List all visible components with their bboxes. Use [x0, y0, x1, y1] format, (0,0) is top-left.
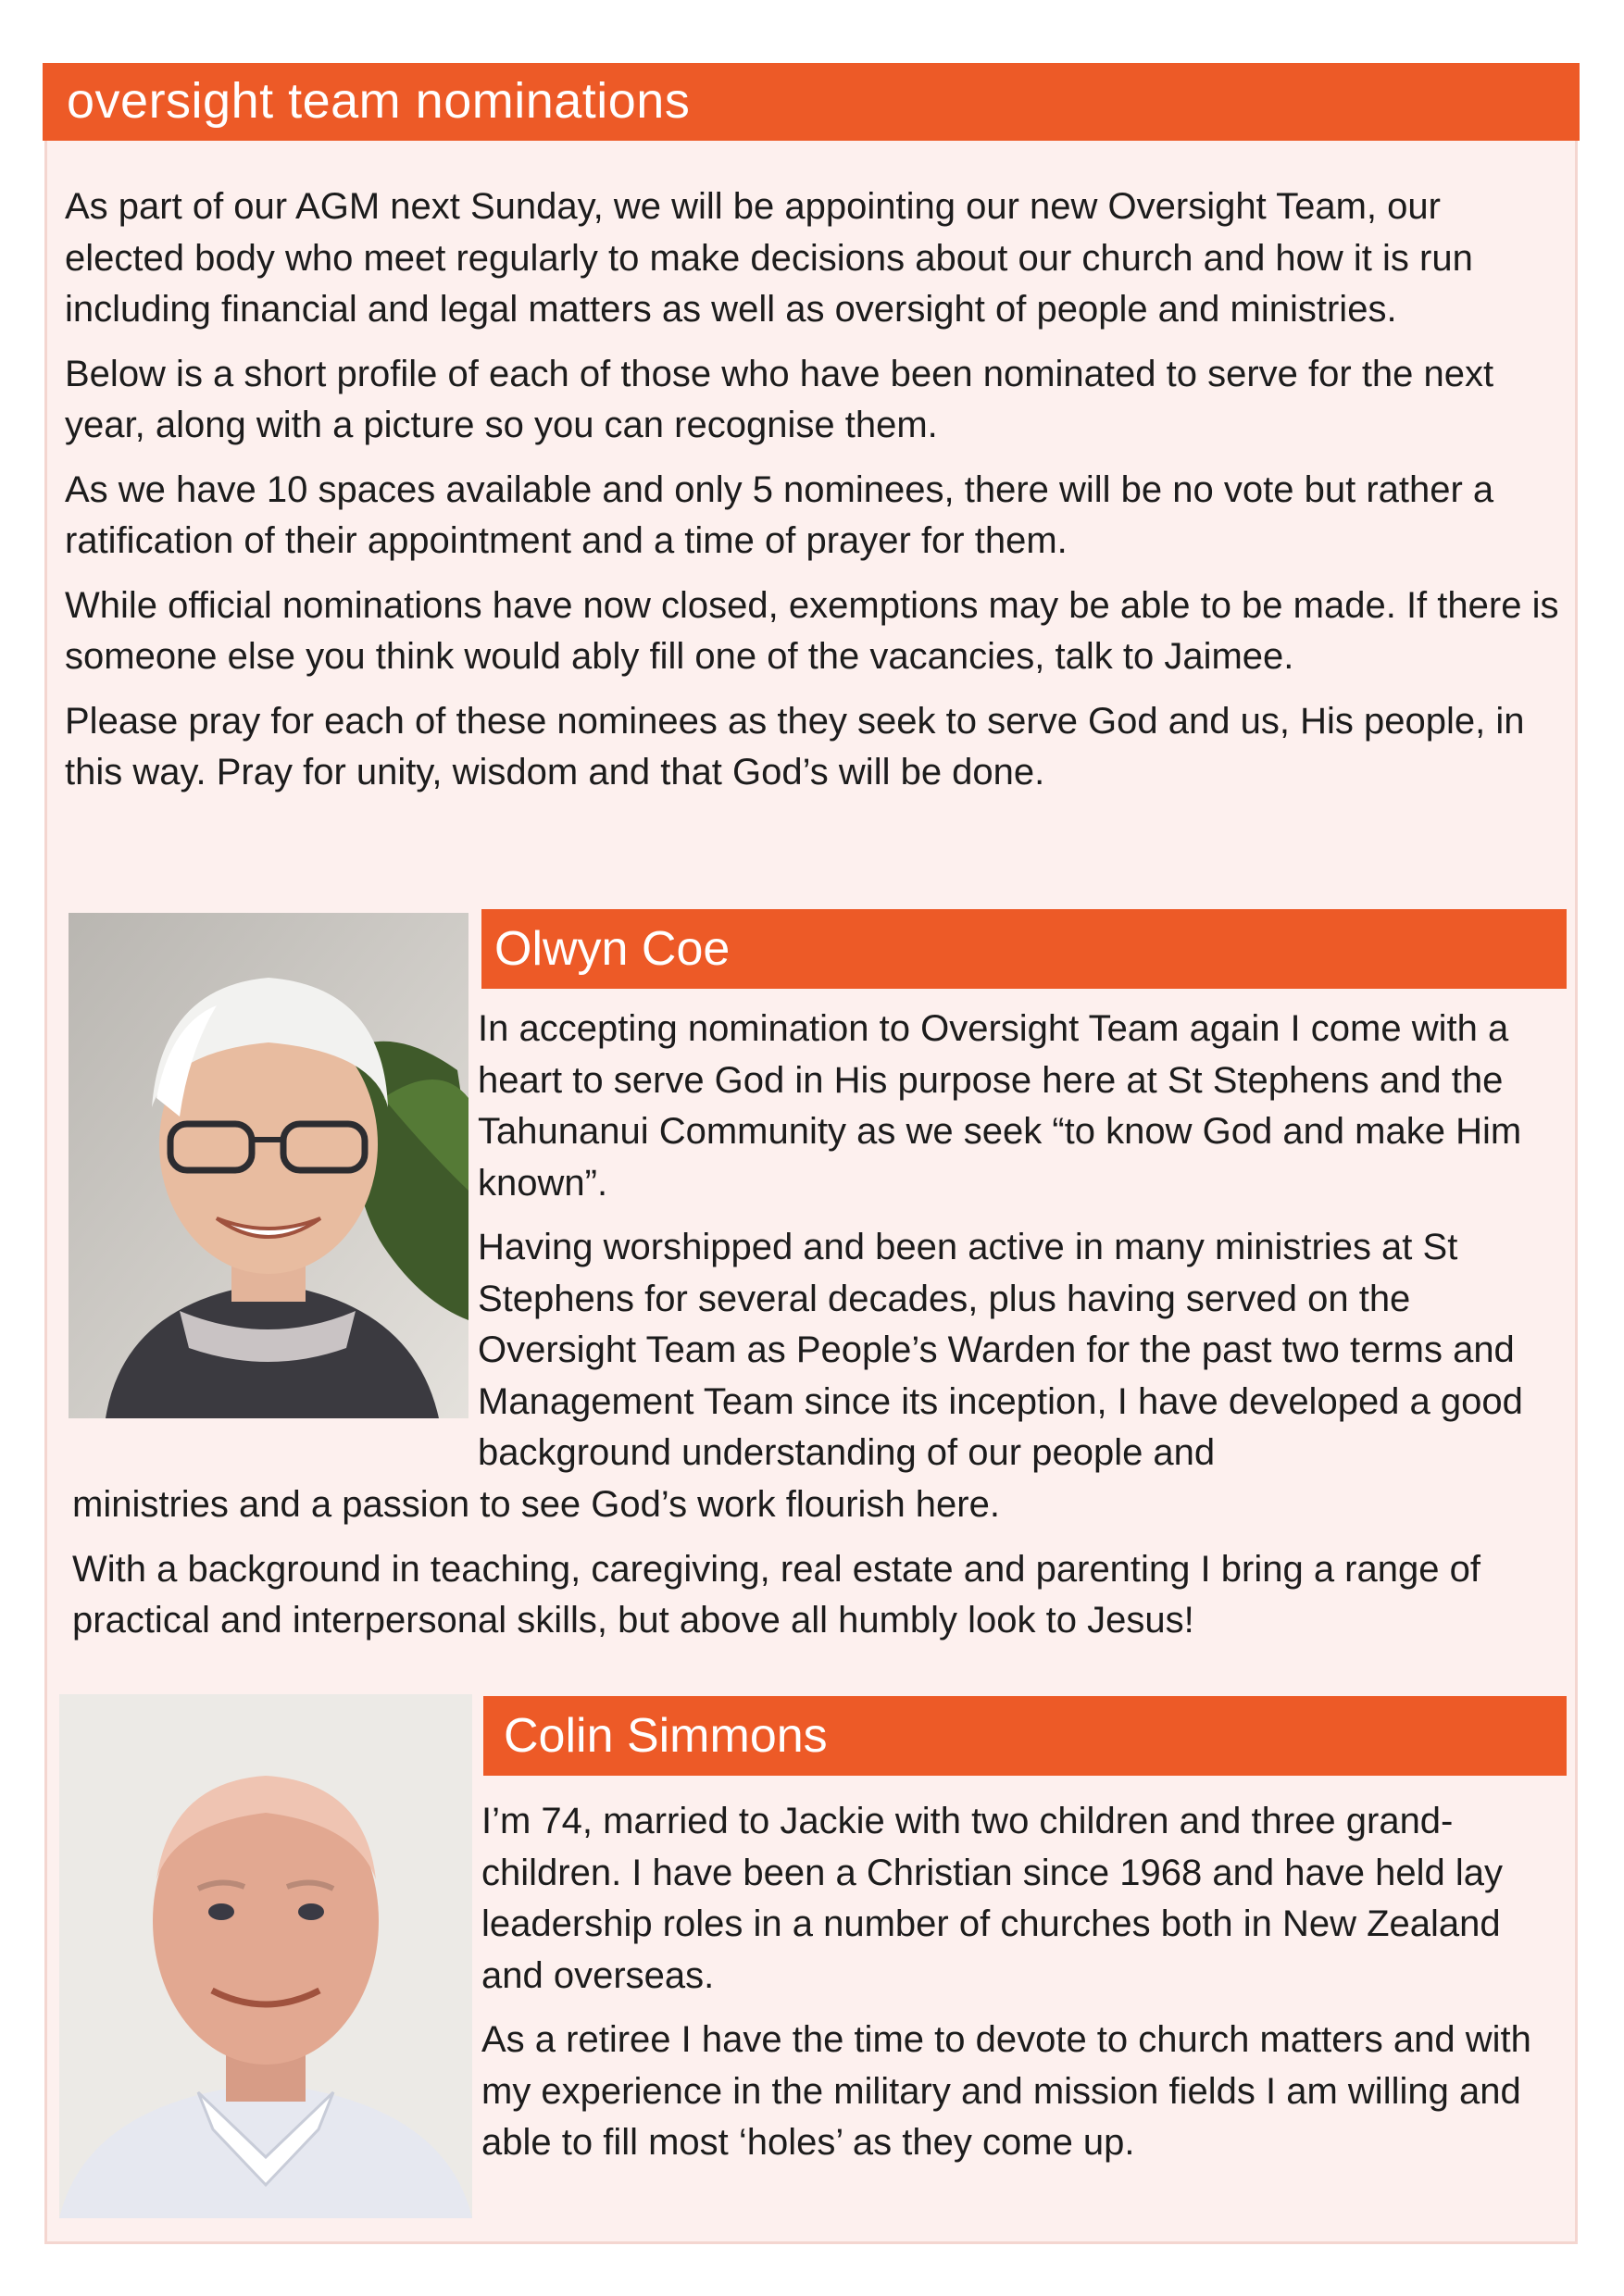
colin-simmons-photo [59, 1694, 472, 2218]
nominee-name-bar [481, 909, 1567, 989]
nominee-bio-continued [72, 1479, 1572, 1660]
section-title: oversight team nominations [67, 73, 691, 129]
nominee-bio [481, 1796, 1546, 2182]
intro-paragraph: As part of our AGM next Sunday, we will be appointing our new Oversight Team, our elected body who meet regularly to make decisions about our church and how it is run including financial and legal matters as well as oversight of people and ministries. [65, 186, 1473, 330]
bio-paragraph: ministries and a passion to see God’s work flourish here. [72, 1484, 1000, 1525]
intro-paragraph: While official nominations have now closed, exemptions may be able to be made. If there is someone else you think would ably fill one of the vacancies, talk to Jaimee. [65, 584, 1559, 677]
bio-paragraph: I’m 74, married to Jackie with two children and three grand-children. I have been a Christian since 1968 and have held lay leadership roles in a number of churches both in New Zealand and overseas. [481, 1801, 1503, 1996]
nominee-bio [478, 1004, 1570, 1479]
olwyn-coe-photo [69, 913, 468, 1418]
intro-paragraph: As we have 10 spaces available and only 5 nominees, there will be no vote but rather a ratification of their appointment and a time of prayer for them. [65, 468, 1494, 561]
nominee-name-bar [483, 1696, 1567, 1776]
bio-paragraph: As a retiree I have the time to devote to church matters and with my experience in the military and mission fields I am willing and able to fill most ‘holes’ as they come up. [481, 2019, 1531, 2163]
intro-paragraph: Below is a short profile of each of those who have been nominated to serve for the next year, along with a picture so you can recognise them. [65, 353, 1494, 445]
nominee-name: Colin Simmons [504, 1709, 828, 1763]
intro-paragraph: Please pray for each of these nominees as they seek to serve God and us, His people, in this way. Pray for unity, wisdom and that God’s will be done. [65, 700, 1525, 792]
bio-paragraph: With a background in teaching, caregiving, real estate and parenting I bring a range of practical and interpersonal skills, but above all humbly look to Jesus! [72, 1548, 1480, 1641]
portrait-woman-icon [69, 913, 468, 1418]
bio-paragraph: Having worshipped and been active in many ministries at St Stephens for several decades, plus having served on the Oversight Team as People’s Warden for the past two terms and Management Team since its inception, I have developed a good background understanding of our people and [478, 1227, 1523, 1473]
portrait-man-icon [59, 1694, 472, 2218]
bio-paragraph: In accepting nomination to Oversight Team again I come with a heart to serve God in His purpose here at St Stephens and the Tahunanui Community as we seek “to know God and make Him known”. [478, 1008, 1522, 1204]
section-title-bar [43, 63, 1580, 141]
nominee-name: Olwyn Coe [494, 922, 731, 976]
intro-text [65, 181, 1565, 812]
